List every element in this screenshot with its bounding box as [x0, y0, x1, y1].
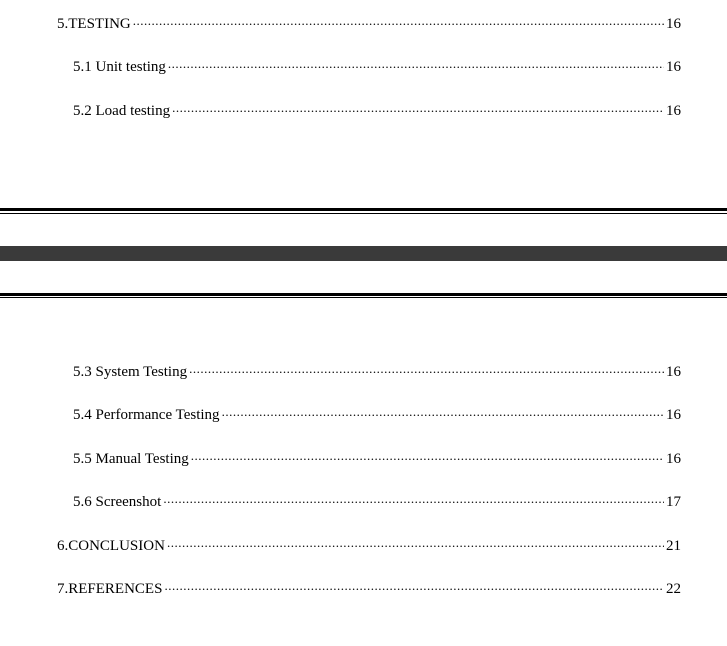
toc-entry-references[interactable]	[57, 575, 681, 598]
toc-entry-title: 7.REFERENCES	[57, 581, 163, 597]
toc-entry-testing[interactable]	[57, 10, 681, 33]
toc-entry-page-number: 16	[666, 103, 681, 119]
toc-entry-title: 5.6 Screenshot	[73, 494, 162, 510]
toc-dot-leader	[168, 53, 664, 71]
toc-entry-unit-testing[interactable]	[73, 53, 681, 76]
toc-entry-title: 5.3 System Testing	[73, 364, 188, 380]
page-break-line	[0, 293, 727, 296]
toc-entry-title: 5.TESTING	[57, 16, 131, 32]
toc-dot-leader	[163, 488, 664, 506]
toc-entry-manual-testing[interactable]	[73, 445, 681, 468]
toc-entry-screenshot[interactable]	[73, 488, 681, 511]
toc-entry-title: 6.CONCLUSION	[57, 538, 165, 554]
toc-dot-leader	[222, 401, 664, 419]
toc-entry-title: 5.4 Performance Testing	[73, 407, 220, 423]
toc-entry-page-number: 16	[666, 451, 681, 467]
page-break-line	[0, 213, 727, 214]
toc-entry-title: 5.2 Load testing	[73, 103, 171, 119]
toc-dot-leader	[191, 445, 664, 463]
toc-entry-conclusion[interactable]	[57, 532, 681, 555]
toc-dot-leader	[164, 575, 664, 593]
toc-entry-page-number: 16	[666, 407, 681, 423]
toc-dot-leader	[133, 10, 664, 28]
page-gap-band	[0, 246, 727, 261]
page-break-line	[0, 297, 727, 298]
toc-dot-leader	[167, 532, 664, 550]
toc-entry-title: 5.5 Manual Testing	[73, 451, 189, 467]
toc-entry-system-testing[interactable]	[73, 358, 681, 381]
toc-entry-page-number: 16	[666, 16, 681, 32]
toc-page-top	[0, 0, 727, 208]
toc-entry-performance-testing[interactable]	[73, 401, 681, 424]
page-break-line	[0, 208, 727, 211]
toc-entry-page-number: 22	[666, 581, 681, 597]
toc-entry-page-number: 16	[666, 59, 681, 75]
toc-entry-page-number: 16	[666, 364, 681, 380]
toc-dot-leader	[172, 97, 664, 115]
toc-entry-page-number: 17	[666, 494, 681, 510]
toc-entry-title: 5.1 Unit testing	[73, 59, 166, 75]
toc-entry-page-number: 21	[666, 538, 681, 554]
toc-page-bottom	[0, 300, 727, 646]
toc-dot-leader	[189, 358, 664, 376]
toc-entry-load-testing[interactable]	[73, 97, 681, 120]
